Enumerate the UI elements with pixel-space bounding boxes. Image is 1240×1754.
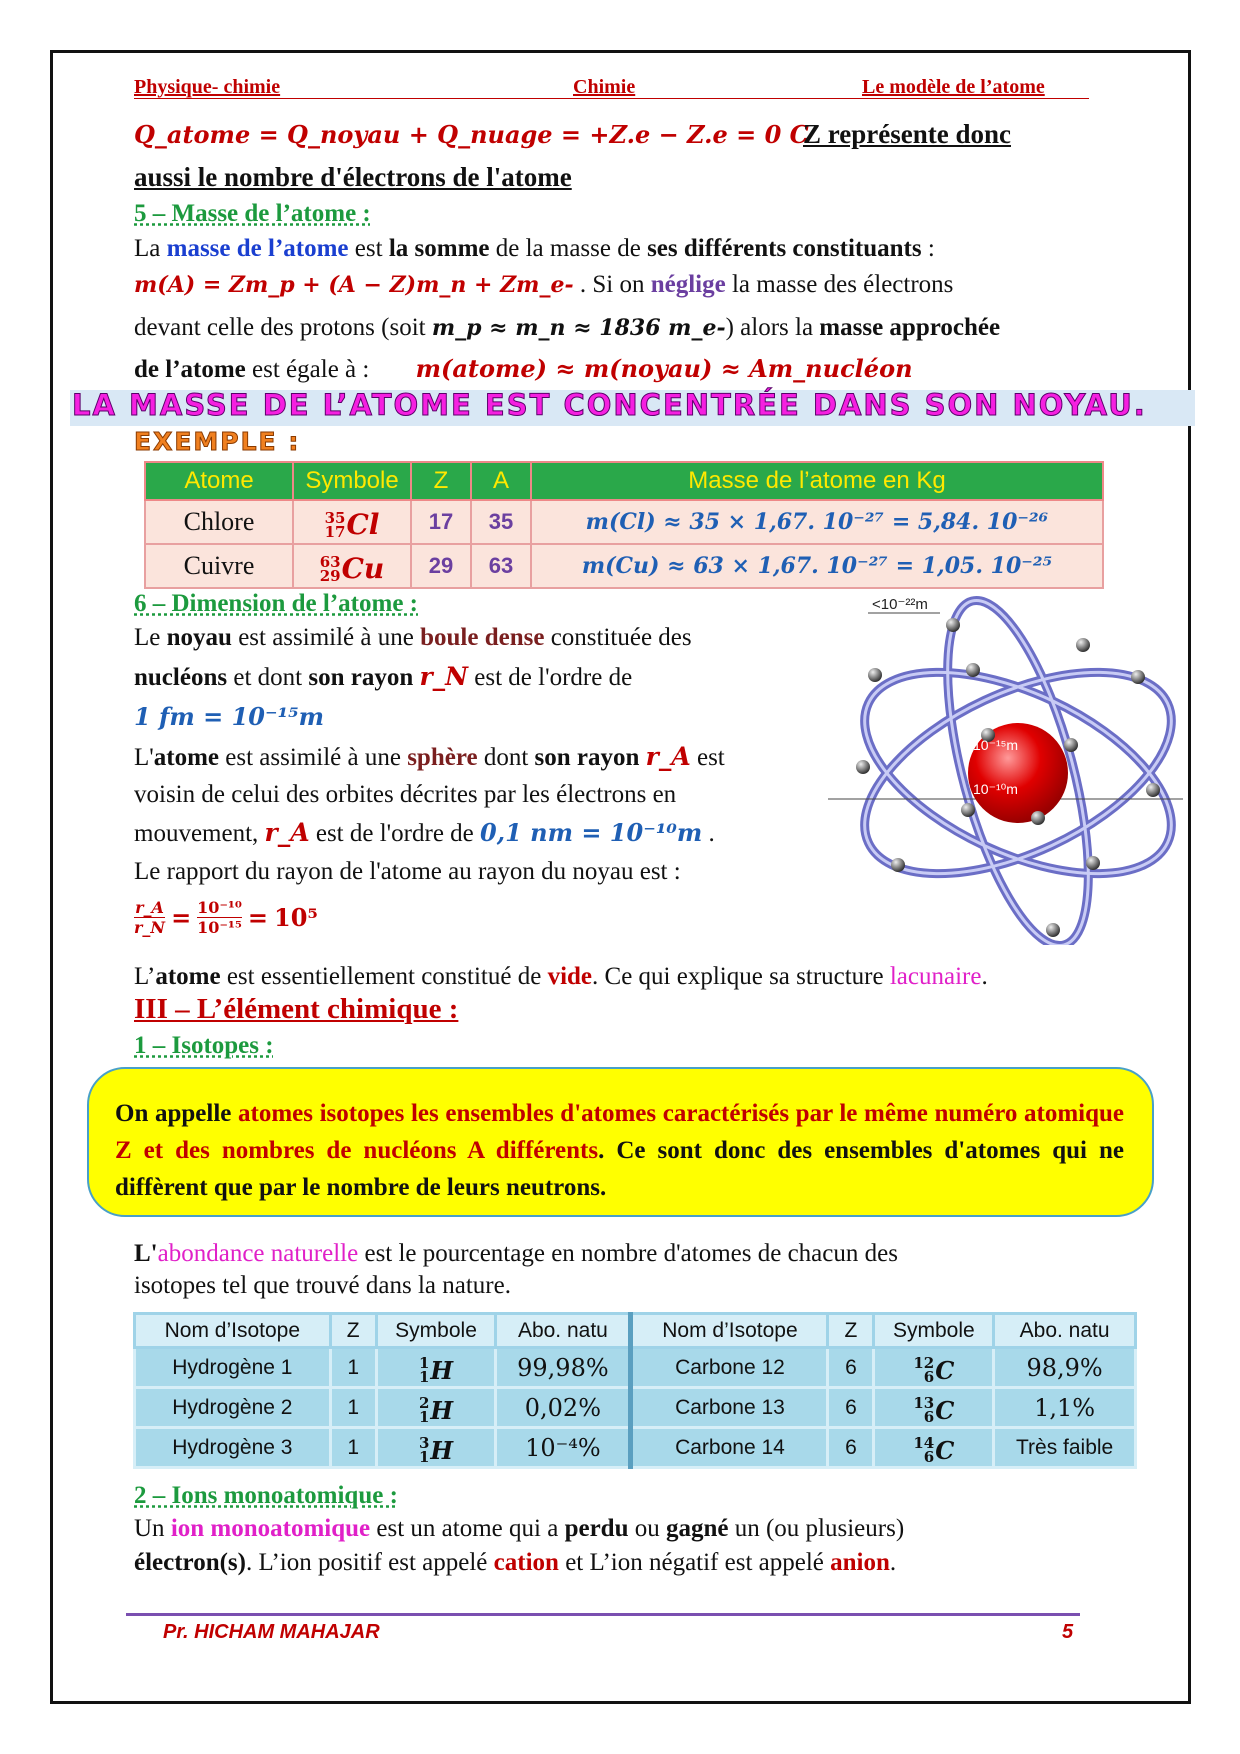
dim-line-6: mouvement, r_A est de l'ordre de 0,1 nm = 10⁻¹⁰m . [134, 818, 715, 847]
dim-line-4: L'atome est assimilé à une sphère dont son rayon r_A est [134, 742, 725, 771]
col-symbole: Symbole [293, 462, 411, 500]
ions-line-2: électron(s). L’ion positif est appelé cation et L’ion négatif est appelé anion. [134, 1549, 897, 1576]
table-row: Cuivre 63 29 Cu 29 63 m(Cu) ≈ 63 × 1,67. 10⁻²⁷ = 1,05. 10⁻²⁵ [145, 544, 1103, 588]
ions-title: 2 – Ions monoatomique : [134, 1482, 398, 1509]
header-rule [134, 98, 1089, 99]
header-domain: Chimie [573, 76, 636, 98]
mass-line-4: de l’atome est égale à : m(atome) ≈ m(noyau) ≈ Am_nucléon [134, 354, 913, 383]
header-chapter: Le modèle de l’atome [862, 76, 1045, 98]
atom-mass-table [144, 461, 1104, 589]
nucleus-radius: 1 fm = 10⁻¹⁵m [134, 702, 325, 731]
example-title: EXEMPLE : [134, 427, 301, 456]
atom-model-illustration [828, 595, 1188, 945]
table-row: Hydrogène 3 1 3 1 H 10⁻⁴% Carbone 14 6 14 6 C Très faible [135, 1428, 1136, 1468]
nucleus-size-label: 10⁻¹⁵m [973, 737, 1019, 753]
abundance-line-1: L'abondance naturelle est le pourcentage en nombre d'atomes de chacun des [134, 1240, 898, 1267]
col-atome: Atome [145, 462, 293, 500]
abundance-line-2: isotopes tel que trouvé dans la nature. [134, 1272, 511, 1299]
dim-line-8: L’atome est essentiellement constitué de vide. Ce qui explique sa structure lacunaire. [134, 963, 988, 990]
charge-note-2: aussi le nombre d'électrons de l'atome [134, 162, 572, 192]
ions-line-1: Un ion monoatomique est un atome qui a perdu ou gagné un (ou plusieurs) [134, 1515, 905, 1542]
dim-line-5: voisin de celui des orbites décrites par les électrons en [134, 781, 677, 808]
charge-equation: Q_atome = Q_noyau + Q_nuage = +Z.e − Z.e = 0 C [134, 120, 809, 149]
dim-line-2: nucléons et dont son rayon r_N est de l'ordre de [134, 662, 633, 691]
dim-line-7: Le rapport du rayon de l'atome au rayon du noyau est : [134, 858, 681, 885]
banner-text: LA MASSE DE L’ATOME EST CONCENTRÉE DANS SON NOYAU. [72, 388, 1147, 422]
charge-note: Z représente donc [803, 119, 1011, 149]
page-number: 5 [1062, 1621, 1074, 1643]
mass-line-1: La masse de l’atome est la somme de la masse de ses différents constituants : [134, 235, 935, 262]
section-5-title: 5 – Masse de l’atome : [134, 200, 371, 227]
header-subject: Physique- chimie [134, 76, 281, 98]
section-6-title: 6 – Dimension de l’atome : [134, 590, 418, 617]
col-a: A [471, 462, 531, 500]
mass-line-3: devant celle des protons (soit m_p ≈ m_n ≈ 1836 m_e-) alors la masse approchée [134, 314, 1001, 341]
table-row: Chlore 35 17 Cl 17 35 m(Cl) ≈ 35 × 1,67. 10⁻²⁷ = 5,84. 10⁻²⁶ [145, 500, 1103, 544]
isotopes-title: 1 – Isotopes : [134, 1032, 274, 1059]
atom-radius-label: 10⁻¹⁰m [973, 781, 1018, 797]
col-masse: Masse de l’atome en Kg [531, 462, 1103, 500]
atom-size-label: <10⁻²²m [872, 596, 928, 613]
table-row: Hydrogène 1 1 1 1 H 99,98% Carbone 12 6 12 6 C 98,9% [135, 1348, 1136, 1388]
ratio-formula: $\frac{r\_A}{r\_N}$ = $\frac{\text{10⁻¹⁰}}{\text{10⁻¹⁵}}$ = 10⁵ [134, 898, 318, 937]
footer-author: Pr. HICHAM MAHAJAR [163, 1621, 380, 1643]
isotope-table: Nom d’Isotope Z Symbole Abo. natu Nom d’Isotope Z Symbole Abo. natu Hydrogène 1 1 1 1 H 99,98% Carbone 12 6 12 6 C 98,9% Hydrogène 2 1 2 1 H 0,02% Carbone 13 6 13 6 C 1,1% Hydrogène 3 1 3 1 H 10⁻⁴% Carbone 14 6 14 6 C Très faible [133, 1312, 1137, 1469]
mass-line-2: m(A) = Zm_p + (A − Z)m_n + Zm_e- . Si on néglige la masse des électrons [134, 271, 954, 298]
section-III-title: III – L’élément chimique : [134, 993, 459, 1025]
footer-rule [126, 1613, 1080, 1616]
col-z: Z [411, 462, 471, 500]
dim-line-1: Le noyau est assimilé à une boule dense constituée des [134, 624, 692, 651]
isotope-definition-box: On appelle atomes isotopes les ensembles d'atomes caractérisés par le même numéro atomique Z et des nombres de nucléons A différents. Ce sont donc des ensembles d'atomes qui ne diffèrent que par le nombre de leurs neutrons. [87, 1067, 1154, 1217]
table-row: Hydrogène 2 1 2 1 H 0,02% Carbone 13 6 13 6 C 1,1% [135, 1388, 1136, 1428]
